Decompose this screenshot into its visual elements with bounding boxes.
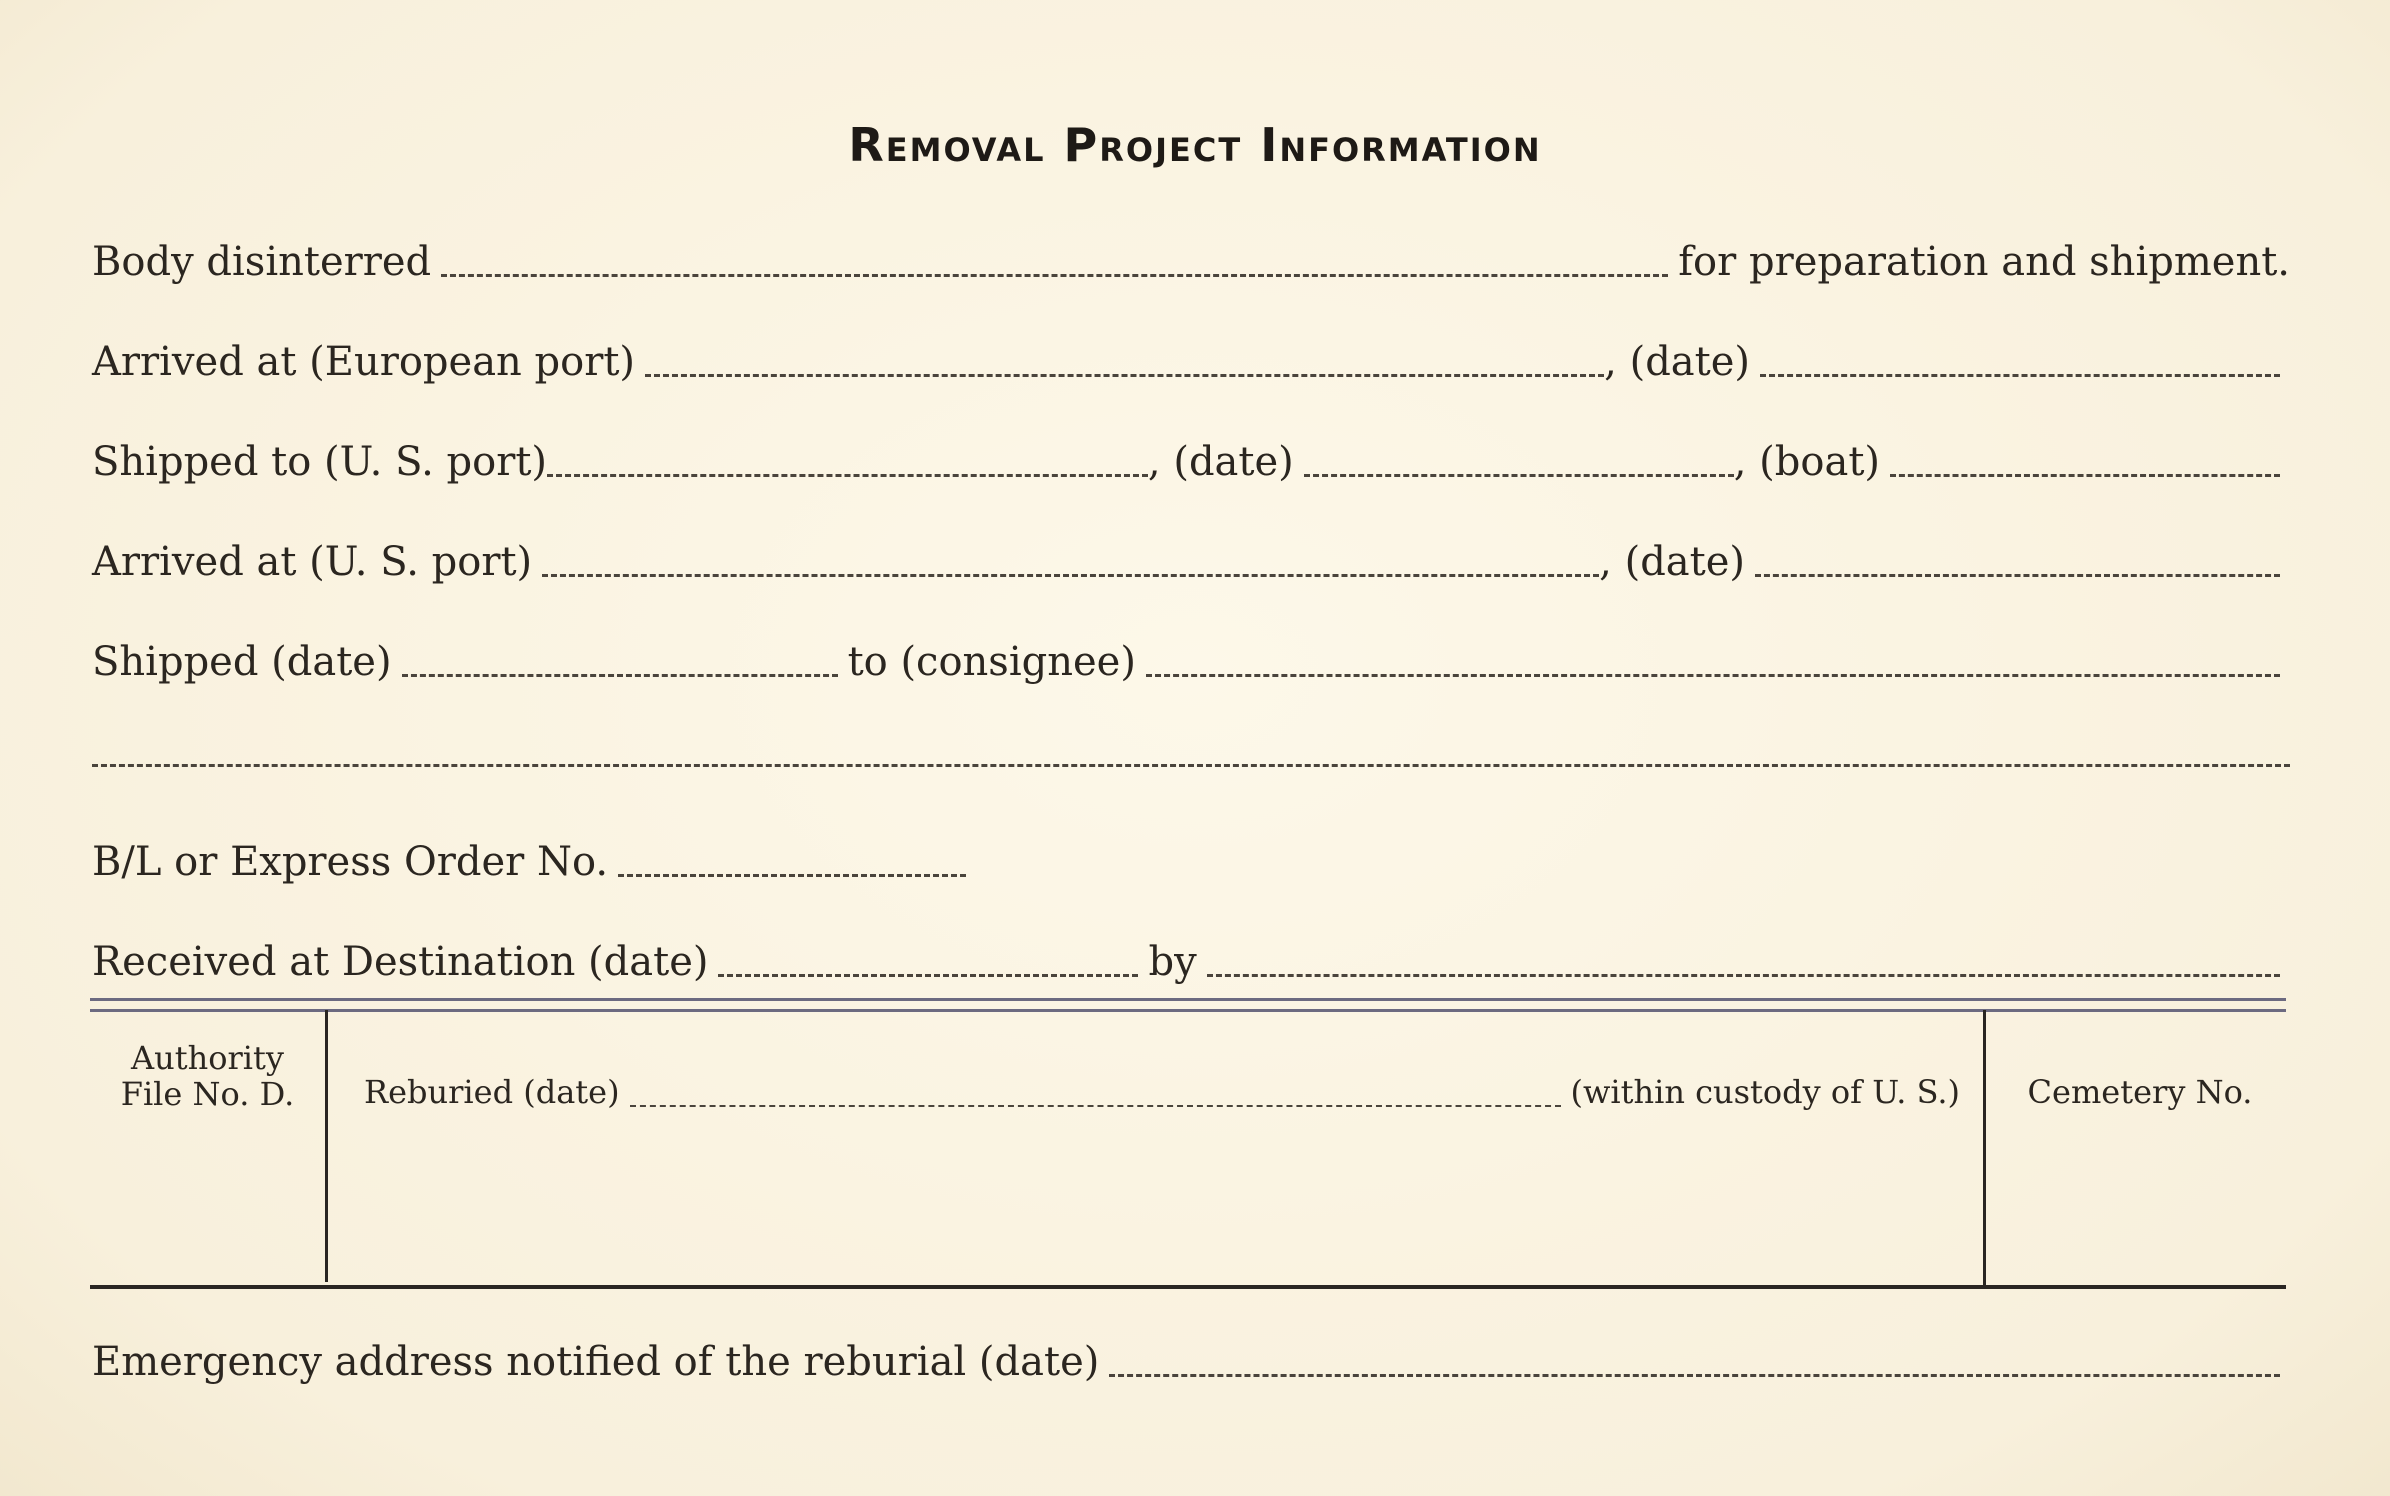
- received-date-field[interactable]: [718, 974, 1138, 977]
- file-no-label: File No. D.: [120, 1075, 295, 1113]
- row-arrived-european-port: [92, 338, 2290, 386]
- table-divider-left: [325, 1010, 328, 1282]
- shipped-us-port-field[interactable]: [547, 474, 1148, 477]
- bl-order-label: B/L or Express Order No.: [92, 839, 609, 885]
- reburied-date-field[interactable]: [630, 1105, 1561, 1107]
- consignee-continued-field[interactable]: [92, 764, 2290, 767]
- received-date-label: Received at Destination (date): [92, 939, 709, 985]
- cemetery-no-label: Cemetery No.: [2027, 1073, 2253, 1111]
- row-shipped-us-port: [92, 438, 2290, 486]
- row-bl-express-order: [92, 838, 2290, 886]
- shipped-us-date-field[interactable]: [1304, 474, 1734, 477]
- boat-field[interactable]: [1890, 474, 2280, 477]
- received-by-label: by: [1148, 939, 1197, 985]
- reburied-date-label: Reburied (date): [364, 1073, 620, 1111]
- us-port-label: Arrived at (U. S. port): [92, 539, 533, 585]
- row-shipped-date: [92, 638, 2290, 686]
- us-port-field[interactable]: [542, 574, 1599, 577]
- us-date-label: , (date): [1599, 539, 1745, 585]
- row-arrived-us-port: [92, 538, 2290, 586]
- european-port-field[interactable]: [645, 374, 1604, 377]
- shipped-us-date-label: , (date): [1147, 439, 1294, 485]
- preparation-shipment-label: for preparation and shipment.: [1678, 239, 2290, 285]
- emergency-label: Emergency address notified of the reburial (date): [92, 1339, 1100, 1385]
- shipped-us-port-label: Shipped to (U. S. port): [92, 439, 547, 485]
- emergency-date-field[interactable]: [1109, 1374, 2280, 1377]
- table-bottom-rule: [90, 1285, 2286, 1289]
- authority-label: Authority: [131, 1039, 284, 1077]
- reburied-row: [364, 1070, 1960, 1114]
- consignee-label: to (consignee): [847, 639, 1136, 685]
- shipped-date-label: Shipped (date): [92, 639, 392, 685]
- received-by-field[interactable]: [1207, 974, 2280, 977]
- row-received-destination: [92, 938, 2290, 986]
- row-emergency-address: [92, 1338, 2290, 1386]
- us-date-field[interactable]: [1755, 574, 2280, 577]
- european-port-label: Arrived at (European port): [92, 339, 636, 385]
- bl-order-field[interactable]: [618, 874, 966, 877]
- table-top-rule: [90, 998, 2286, 1012]
- consignee-field[interactable]: [1146, 674, 2280, 677]
- row-body-disinterred: [92, 238, 2290, 286]
- european-date-field[interactable]: [1760, 374, 2280, 377]
- shipped-date-field[interactable]: [402, 674, 838, 677]
- authority-file-cell: [100, 1040, 315, 1112]
- body-disinterred-field[interactable]: [441, 274, 1668, 277]
- custody-label: (within custody of U. S.): [1570, 1073, 1960, 1111]
- page-title: Removal Project Information: [848, 118, 1542, 172]
- european-date-label: , (date): [1604, 339, 1750, 385]
- boat-label: , (boat): [1733, 439, 1880, 485]
- body-disinterred-label: Body disinterred: [92, 239, 432, 285]
- row-consignee-continued: [92, 728, 2290, 776]
- table-divider-right: [1983, 1010, 1986, 1286]
